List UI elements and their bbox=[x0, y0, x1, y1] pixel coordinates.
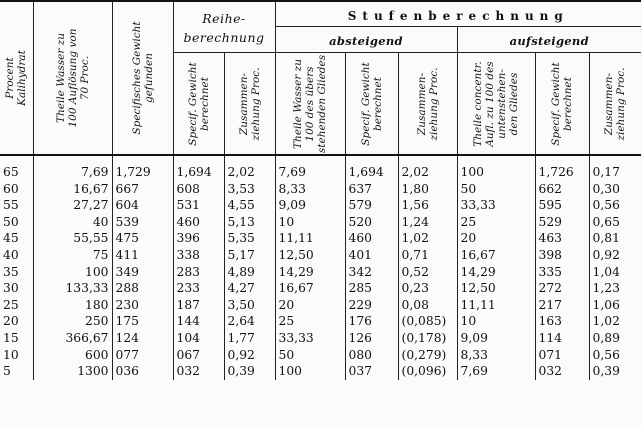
table-cell: 27,27 bbox=[33, 197, 112, 214]
table-cell: 288 bbox=[112, 280, 173, 297]
table-cell: 0,39 bbox=[589, 363, 641, 380]
header-aufsteigend: aufsteigend bbox=[457, 27, 641, 53]
table-cell: 60 bbox=[3, 181, 19, 196]
table-cell: 637 bbox=[345, 181, 398, 198]
table-cell: 0,65 bbox=[589, 214, 641, 231]
table-cell: 175 bbox=[112, 313, 173, 330]
table-cell: 1,77 bbox=[224, 330, 275, 347]
table-cell: 5 bbox=[3, 364, 11, 379]
table-cell: 037 bbox=[345, 363, 398, 380]
table-cell: 398 bbox=[535, 247, 589, 264]
table-cell: 460 bbox=[173, 214, 224, 231]
table-row bbox=[0, 214, 641, 231]
table-cell: 0,52 bbox=[398, 264, 457, 281]
table-row bbox=[0, 164, 641, 181]
table-cell: 1,06 bbox=[589, 297, 641, 314]
header-ab-spec: Specif. Gewicht berechnet bbox=[345, 53, 398, 156]
table-cell: 8,33 bbox=[457, 347, 535, 364]
table-cell: 3,53 bbox=[224, 181, 275, 198]
table-cell: 14,29 bbox=[457, 264, 535, 281]
table-cell: 100 bbox=[275, 363, 345, 380]
table-cell: 50 bbox=[3, 214, 19, 229]
table-row bbox=[0, 330, 641, 347]
table-cell: 124 bbox=[112, 330, 173, 347]
table-row bbox=[0, 247, 641, 264]
header-reihe-zus: Zusammen- ziehung Proc. bbox=[224, 53, 275, 156]
table-row bbox=[0, 181, 641, 198]
header-ab-wasser: Theile Wasser zu 100 des übers stehenden Gliedes bbox=[275, 53, 345, 156]
table-cell: 338 bbox=[173, 247, 224, 264]
table-cell: 411 bbox=[112, 247, 173, 264]
table-cell: 1300 bbox=[33, 363, 112, 380]
table-cell: 16,67 bbox=[275, 280, 345, 297]
table-cell: 35 bbox=[3, 264, 19, 279]
table-cell: 539 bbox=[112, 214, 173, 231]
table-cell: 283 bbox=[173, 264, 224, 281]
table-cell: 25 bbox=[3, 297, 19, 312]
table-cell: 45 bbox=[3, 231, 19, 246]
table-cell: 401 bbox=[345, 247, 398, 264]
table-cell: 662 bbox=[535, 181, 589, 198]
table-cell: 7,69 bbox=[457, 363, 535, 380]
table-cell: 2,02 bbox=[398, 164, 457, 181]
table-cell: 233 bbox=[173, 280, 224, 297]
spacer-row bbox=[0, 155, 641, 164]
table-cell: 3,50 bbox=[224, 297, 275, 314]
table-cell: 531 bbox=[173, 197, 224, 214]
table-cell: 55 bbox=[3, 198, 19, 213]
table-cell: 0,89 bbox=[589, 330, 641, 347]
table-cell: 1,04 bbox=[589, 264, 641, 281]
table-cell: 10 bbox=[457, 313, 535, 330]
table-cell: 335 bbox=[535, 264, 589, 281]
table-cell: 0,92 bbox=[589, 247, 641, 264]
table-cell: 104 bbox=[173, 330, 224, 347]
table-cell: 1,694 bbox=[173, 164, 224, 181]
table-row bbox=[0, 313, 641, 330]
table-cell: 1,729 bbox=[112, 164, 173, 181]
table-cell: 0,81 bbox=[589, 230, 641, 247]
table-cell: 460 bbox=[345, 230, 398, 247]
table-row bbox=[0, 347, 641, 364]
table-row bbox=[0, 280, 641, 297]
table-cell: 1,80 bbox=[398, 181, 457, 198]
table-cell: 0,56 bbox=[589, 347, 641, 364]
table-cell: 114 bbox=[535, 330, 589, 347]
table-cell: 4,89 bbox=[224, 264, 275, 281]
table-cell: 16,67 bbox=[33, 181, 112, 198]
header-auf-zus: Zusammen- ziehung Proc. bbox=[589, 53, 641, 156]
table-cell: 272 bbox=[535, 280, 589, 297]
table-row bbox=[0, 197, 641, 214]
table-cell: 217 bbox=[535, 297, 589, 314]
table-cell: 229 bbox=[345, 297, 398, 314]
table-cell: 0,56 bbox=[589, 197, 641, 214]
table-cell: 608 bbox=[173, 181, 224, 198]
header-auf-theile: Theile concentr. Aufl. zu 100 des untenstehen- den Gliedes bbox=[457, 53, 535, 156]
table-cell: 1,24 bbox=[398, 214, 457, 231]
table-cell: 100 bbox=[33, 264, 112, 281]
header-prozent: Procent Kalihydrat bbox=[0, 1, 33, 155]
table-cell: 0,30 bbox=[589, 181, 641, 198]
table-cell: 5,35 bbox=[224, 230, 275, 247]
table-cell: 1,02 bbox=[589, 313, 641, 330]
table-cell: 0,39 bbox=[224, 363, 275, 380]
table-row bbox=[0, 297, 641, 314]
table-cell: 11,11 bbox=[457, 297, 535, 314]
table-cell: 133,33 bbox=[33, 280, 112, 297]
table-cell: 0,23 bbox=[398, 280, 457, 297]
table-cell: 176 bbox=[345, 313, 398, 330]
table-cell: 0,08 bbox=[398, 297, 457, 314]
table-cell: 33,33 bbox=[457, 197, 535, 214]
table-cell: 14,29 bbox=[275, 264, 345, 281]
table-row bbox=[0, 363, 641, 380]
table-cell: 080 bbox=[345, 347, 398, 364]
table-cell: 40 bbox=[33, 214, 112, 231]
table-cell: 600 bbox=[33, 347, 112, 364]
table-cell: 33,33 bbox=[275, 330, 345, 347]
table-cell: 100 bbox=[457, 164, 535, 181]
table-cell: 50 bbox=[275, 347, 345, 364]
table-cell: 20 bbox=[3, 314, 19, 329]
table-cell: 032 bbox=[173, 363, 224, 380]
table-cell: 032 bbox=[535, 363, 589, 380]
table-cell: 077 bbox=[112, 347, 173, 364]
table-cell: 0,71 bbox=[398, 247, 457, 264]
table-cell: 144 bbox=[173, 313, 224, 330]
table-cell: 1,23 bbox=[589, 280, 641, 297]
table-cell: 475 bbox=[112, 230, 173, 247]
table-cell: 75 bbox=[33, 247, 112, 264]
table-cell: 604 bbox=[112, 197, 173, 214]
table-cell: 163 bbox=[535, 313, 589, 330]
table-cell: 667 bbox=[112, 181, 173, 198]
table-cell: 2,64 bbox=[224, 313, 275, 330]
header-auf-spec: Specif. Gewicht berechnet bbox=[535, 53, 589, 156]
table-cell: 1,56 bbox=[398, 197, 457, 214]
table-cell: 16,67 bbox=[457, 247, 535, 264]
table-row bbox=[0, 230, 641, 247]
table-cell: 20 bbox=[457, 230, 535, 247]
table-body bbox=[0, 155, 641, 380]
table-cell: (0,096) bbox=[398, 363, 457, 380]
table-cell: 342 bbox=[345, 264, 398, 281]
table-cell: 10 bbox=[275, 214, 345, 231]
table-cell: 12,50 bbox=[457, 280, 535, 297]
table-cell: (0,178) bbox=[398, 330, 457, 347]
table-cell: 067 bbox=[173, 347, 224, 364]
table-cell: 0,17 bbox=[589, 164, 641, 181]
table-cell: 4,27 bbox=[224, 280, 275, 297]
table-cell: 520 bbox=[345, 214, 398, 231]
table-cell: 8,33 bbox=[275, 181, 345, 198]
table-cell: 55,55 bbox=[33, 230, 112, 247]
table-cell: 579 bbox=[345, 197, 398, 214]
table-cell: 126 bbox=[345, 330, 398, 347]
table-cell: 2,02 bbox=[224, 164, 275, 181]
table-cell: 9,09 bbox=[457, 330, 535, 347]
header-reihe-spec: Specif. Gewicht berechnet bbox=[173, 53, 224, 156]
table-cell: 15 bbox=[3, 330, 19, 345]
table-cell: 036 bbox=[112, 363, 173, 380]
header-spec-gefunden: Specifisches Gewicht gefunden bbox=[112, 1, 173, 155]
table-cell: 529 bbox=[535, 214, 589, 231]
table-cell: 1,02 bbox=[398, 230, 457, 247]
table-cell: 230 bbox=[112, 297, 173, 314]
table-cell: 250 bbox=[33, 313, 112, 330]
table-cell: 595 bbox=[535, 197, 589, 214]
table-cell: 40 bbox=[3, 247, 19, 262]
table-cell: 50 bbox=[457, 181, 535, 198]
table-cell: 25 bbox=[275, 313, 345, 330]
table-cell: 1,694 bbox=[345, 164, 398, 181]
table-cell: 187 bbox=[173, 297, 224, 314]
table-header bbox=[0, 1, 641, 155]
table-cell: (0,279) bbox=[398, 347, 457, 364]
table-cell: 5,13 bbox=[224, 214, 275, 231]
table-cell: 25 bbox=[457, 214, 535, 231]
table-cell: 10 bbox=[3, 347, 19, 362]
table-cell: 9,09 bbox=[275, 197, 345, 214]
table-cell: 180 bbox=[33, 297, 112, 314]
table-cell: 20 bbox=[275, 297, 345, 314]
table-cell: 285 bbox=[345, 280, 398, 297]
table-cell: 349 bbox=[112, 264, 173, 281]
table-cell: 366,67 bbox=[33, 330, 112, 347]
table-cell: 396 bbox=[173, 230, 224, 247]
header-absteigend: absteigend bbox=[275, 27, 457, 53]
table-cell: 4,55 bbox=[224, 197, 275, 214]
table-cell: 463 bbox=[535, 230, 589, 247]
table-row bbox=[0, 264, 641, 281]
table-cell: 65 bbox=[3, 165, 19, 179]
table-cell: 1,726 bbox=[535, 164, 589, 181]
header-stufen: Stufenberechnung bbox=[275, 1, 641, 27]
table-cell: 12,50 bbox=[275, 247, 345, 264]
header-reihe: Reihe- berechnung bbox=[173, 1, 275, 53]
header-theile-wasser: Theile Wasser zu 100 Auflösung von 70 Proc. bbox=[33, 1, 112, 155]
table-cell: 5,17 bbox=[224, 247, 275, 264]
table-cell: 0,92 bbox=[224, 347, 275, 364]
table-cell: (0,085) bbox=[398, 313, 457, 330]
header-ab-zus: Zusammen- ziehung Proc. bbox=[398, 53, 457, 156]
table-cell: 30 bbox=[3, 281, 19, 296]
table-cell: 7,69 bbox=[33, 164, 112, 181]
table-cell: 7,69 bbox=[275, 164, 345, 181]
table-cell: 11,11 bbox=[275, 230, 345, 247]
table-cell: 071 bbox=[535, 347, 589, 364]
